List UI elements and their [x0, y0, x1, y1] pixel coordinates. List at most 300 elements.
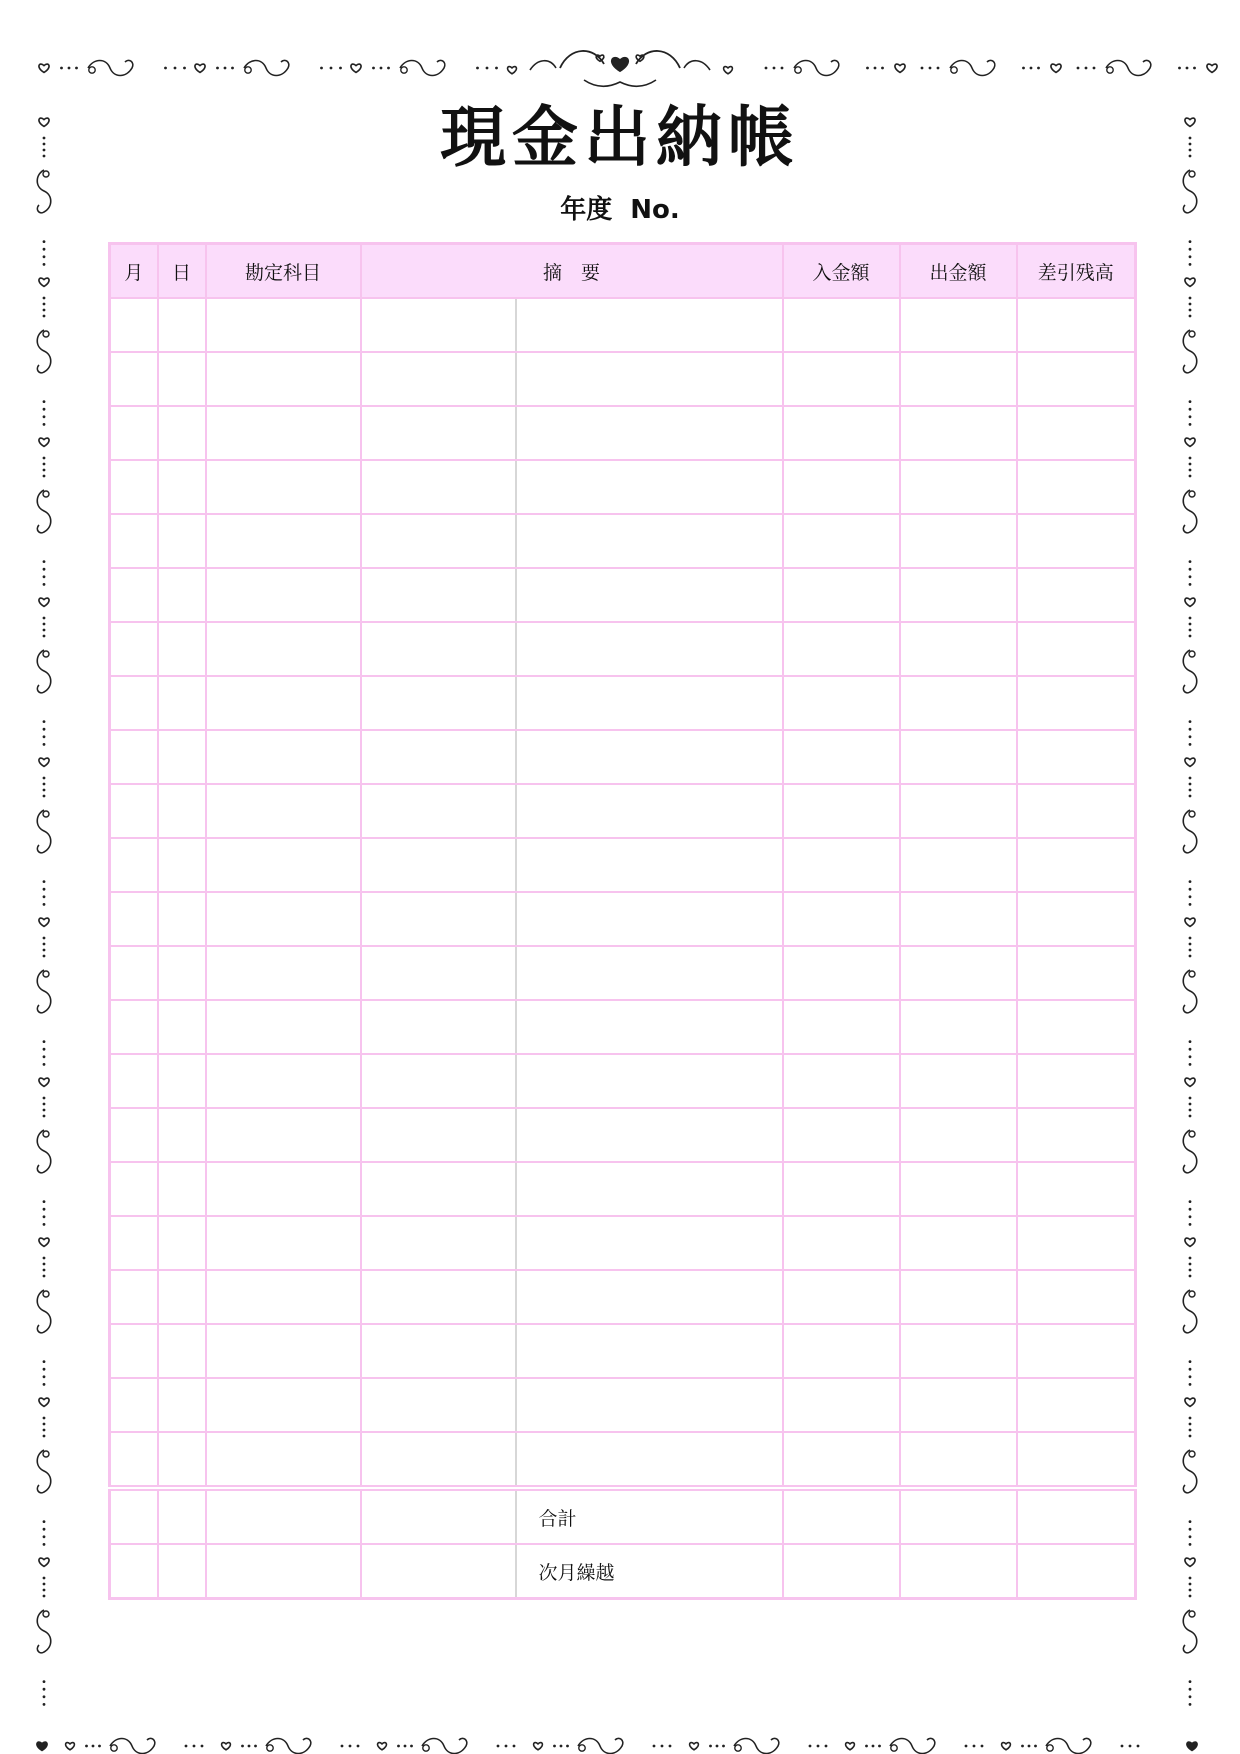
dot-ornament	[43, 1048, 46, 1051]
month-cell[interactable]	[110, 406, 158, 460]
dot-ornament	[254, 1745, 257, 1748]
swirl-icon	[1189, 491, 1195, 497]
dot-ornament	[43, 240, 46, 243]
account-cell[interactable]	[206, 1162, 361, 1216]
account-cell[interactable]	[206, 676, 361, 730]
table-row	[110, 1054, 1136, 1108]
day-cell[interactable]	[158, 622, 206, 676]
summary-cell-a[interactable]	[361, 838, 516, 892]
dot-ornament	[43, 888, 46, 891]
income-cell[interactable]	[783, 838, 900, 892]
heart-icon	[222, 1743, 231, 1750]
expense-cell[interactable]	[900, 1216, 1017, 1270]
dot-ornament	[43, 1063, 46, 1066]
dot-ornament	[1189, 400, 1192, 403]
summary-cell-a[interactable]	[361, 406, 516, 460]
account-cell[interactable]	[206, 730, 361, 784]
balance-cell[interactable]	[1017, 1432, 1136, 1488]
swirl-icon	[1189, 811, 1195, 817]
balance-cell[interactable]	[1017, 514, 1136, 568]
dot-ornament	[43, 1109, 46, 1112]
dot-ornament	[43, 629, 46, 632]
balance-cell[interactable]	[1017, 352, 1136, 406]
entry-rows	[110, 298, 1136, 1488]
swirl-icon	[1189, 1291, 1195, 1297]
dot-ornament	[1189, 248, 1192, 251]
dot-ornament	[43, 1263, 46, 1266]
account-cell[interactable]	[206, 838, 361, 892]
dot-ornament	[1022, 67, 1025, 70]
table-cell[interactable]	[110, 1544, 158, 1599]
swirl-icon	[423, 1745, 429, 1751]
month-cell[interactable]	[110, 298, 158, 352]
dot-ornament	[765, 67, 768, 70]
summary-cell-b[interactable]	[516, 1000, 783, 1054]
table-cell[interactable]	[361, 1488, 516, 1544]
month-cell[interactable]	[110, 1378, 158, 1432]
balance-cell[interactable]	[1017, 568, 1136, 622]
summary-cell-a[interactable]	[361, 298, 516, 352]
dot-ornament	[43, 1215, 46, 1218]
expense-cell[interactable]	[900, 352, 1017, 406]
dot-ornament	[1030, 67, 1033, 70]
income-cell[interactable]	[783, 406, 900, 460]
dot-ornament	[43, 315, 46, 318]
dot-ornament	[653, 1745, 656, 1748]
swirl-icon	[43, 971, 49, 977]
heart-icon	[1207, 64, 1217, 72]
income-cell[interactable]	[783, 1054, 900, 1108]
month-cell[interactable]	[110, 1324, 158, 1378]
account-cell[interactable]	[206, 568, 361, 622]
dot-ornament	[1189, 457, 1192, 460]
expense-cell[interactable]	[900, 298, 1017, 352]
income-cell[interactable]	[783, 946, 900, 1000]
dot-ornament	[43, 789, 46, 792]
account-cell[interactable]	[206, 1270, 361, 1324]
expense-cell[interactable]	[900, 1000, 1017, 1054]
balance-cell[interactable]	[1017, 1000, 1136, 1054]
dot-ornament	[43, 943, 46, 946]
heart-icon	[724, 67, 733, 74]
dot-ornament	[43, 1115, 46, 1118]
day-cell[interactable]	[158, 892, 206, 946]
account-cell[interactable]	[206, 514, 361, 568]
dot-ornament	[43, 1208, 46, 1211]
account-cell[interactable]	[206, 1324, 361, 1378]
income-cell[interactable]	[783, 1216, 900, 1270]
dot-ornament	[1189, 1103, 1192, 1106]
day-cell[interactable]	[158, 1324, 206, 1378]
table-cell[interactable]	[110, 1488, 158, 1544]
dot-ornament	[1189, 469, 1192, 472]
income-cell[interactable]	[783, 1378, 900, 1432]
day-cell[interactable]	[158, 1054, 206, 1108]
dot-ornament	[1189, 635, 1192, 638]
header-row	[110, 244, 1136, 299]
summary-cell-a[interactable]	[361, 676, 516, 730]
carryover-expense-cell[interactable]	[900, 1544, 1017, 1599]
heart-icon	[1185, 1238, 1195, 1246]
account-cell[interactable]	[206, 460, 361, 514]
balance-cell[interactable]	[1017, 298, 1136, 352]
day-cell[interactable]	[158, 1162, 206, 1216]
swirl-icon	[1047, 1745, 1053, 1751]
income-cell[interactable]	[783, 784, 900, 838]
dot-ornament	[1189, 1055, 1192, 1058]
table-cell[interactable]	[158, 1544, 206, 1599]
expense-cell[interactable]	[900, 1108, 1017, 1162]
dot-ornament	[397, 1745, 400, 1748]
month-cell[interactable]	[110, 946, 158, 1000]
month-cell[interactable]	[110, 784, 158, 838]
summary-cell-b[interactable]	[516, 1162, 783, 1216]
account-cell[interactable]	[206, 1054, 361, 1108]
total-expense-cell[interactable]	[900, 1488, 1017, 1544]
summary-cell-a[interactable]	[361, 622, 516, 676]
dot-ornament	[1028, 1745, 1031, 1748]
dot-ornament	[43, 457, 46, 460]
swirl-icon	[401, 67, 407, 73]
income-cell[interactable]	[783, 892, 900, 946]
income-cell[interactable]	[783, 1270, 900, 1324]
summary-cell-a[interactable]	[361, 1216, 516, 1270]
summary-cell-b[interactable]	[516, 1378, 783, 1432]
table-cell[interactable]	[206, 1544, 361, 1599]
heart-icon	[39, 1398, 49, 1406]
expense-cell[interactable]	[900, 730, 1017, 784]
day-cell[interactable]	[158, 784, 206, 838]
month-cell[interactable]	[110, 1162, 158, 1216]
summary-cell-b[interactable]	[516, 622, 783, 676]
summary-cell-b[interactable]	[516, 460, 783, 514]
dot-ornament	[1034, 1745, 1037, 1748]
summary-cell-b[interactable]	[516, 1054, 783, 1108]
dot-ornament	[43, 895, 46, 898]
heart-icon	[1187, 1742, 1197, 1750]
header-income: 入金額	[783, 244, 900, 299]
swirl-icon	[735, 1745, 741, 1751]
table-row	[110, 1378, 1136, 1432]
dot-ornament	[929, 67, 932, 70]
dot-ornament	[1189, 743, 1192, 746]
month-cell[interactable]	[110, 352, 158, 406]
summary-cell-a[interactable]	[361, 1054, 516, 1108]
account-cell[interactable]	[206, 406, 361, 460]
month-cell[interactable]	[110, 568, 158, 622]
dot-ornament	[43, 795, 46, 798]
summary-cell-a[interactable]	[361, 460, 516, 514]
summary-cell-b[interactable]	[516, 568, 783, 622]
month-cell[interactable]	[110, 1432, 158, 1488]
month-cell[interactable]	[110, 622, 158, 676]
dot-ornament	[43, 1528, 46, 1531]
balance-cell[interactable]	[1017, 892, 1136, 946]
account-cell[interactable]	[206, 1216, 361, 1270]
heart-icon	[1185, 1558, 1195, 1566]
balance-cell[interactable]	[1017, 730, 1136, 784]
dot-ornament	[43, 1257, 46, 1260]
swirl-icon	[43, 1131, 49, 1137]
dot-ornament	[43, 1435, 46, 1438]
day-cell[interactable]	[158, 352, 206, 406]
heart-icon	[1185, 918, 1195, 926]
dot-ornament	[380, 67, 383, 70]
day-cell[interactable]	[158, 406, 206, 460]
income-cell[interactable]	[783, 1108, 900, 1162]
day-cell[interactable]	[158, 1108, 206, 1162]
income-cell[interactable]	[783, 568, 900, 622]
balance-cell[interactable]	[1017, 784, 1136, 838]
expense-cell[interactable]	[900, 1054, 1017, 1108]
day-cell[interactable]	[158, 1432, 206, 1488]
day-cell[interactable]	[158, 1378, 206, 1432]
total-income-cell[interactable]	[783, 1488, 900, 1544]
balance-cell[interactable]	[1017, 1216, 1136, 1270]
balance-cell[interactable]	[1017, 676, 1136, 730]
summary-cell-b[interactable]	[516, 352, 783, 406]
heart-icon	[508, 67, 517, 74]
page-title: 現金出納帳	[440, 99, 800, 176]
account-cell[interactable]	[206, 946, 361, 1000]
dot-ornament	[1121, 1745, 1124, 1748]
account-cell[interactable]	[206, 622, 361, 676]
heart-icon	[39, 64, 49, 72]
heart-icon	[846, 1743, 855, 1750]
dot-ornament	[1189, 1535, 1192, 1538]
summary-cell-b[interactable]	[516, 406, 783, 460]
carryover-balance-cell[interactable]	[1017, 1544, 1136, 1599]
summary-cell-b[interactable]	[516, 298, 783, 352]
expense-cell[interactable]	[900, 784, 1017, 838]
account-cell[interactable]	[206, 1432, 361, 1488]
account-cell[interactable]	[206, 298, 361, 352]
table-cell[interactable]	[158, 1488, 206, 1544]
summary-cell-a[interactable]	[361, 1000, 516, 1054]
dot-ornament	[43, 408, 46, 411]
expense-cell[interactable]	[900, 676, 1017, 730]
income-cell[interactable]	[783, 298, 900, 352]
month-cell[interactable]	[110, 514, 158, 568]
heart-icon	[351, 64, 361, 72]
summary-cell-b[interactable]	[516, 838, 783, 892]
dot-ornament	[1189, 1048, 1192, 1051]
balance-cell[interactable]	[1017, 1324, 1136, 1378]
balance-cell[interactable]	[1017, 460, 1136, 514]
month-cell[interactable]	[110, 1000, 158, 1054]
dot-ornament	[1189, 1577, 1192, 1580]
summary-cell-b[interactable]	[516, 946, 783, 1000]
heart-icon	[39, 278, 49, 286]
summary-cell-b[interactable]	[516, 1108, 783, 1162]
day-cell[interactable]	[158, 298, 206, 352]
dot-ornament	[1189, 1583, 1192, 1586]
dot-ornament	[872, 1745, 875, 1748]
expense-cell[interactable]	[900, 1270, 1017, 1324]
dot-ornament	[1189, 629, 1192, 632]
dot-ornament	[43, 1688, 46, 1691]
dot-ornament	[973, 1745, 976, 1748]
month-cell[interactable]	[110, 460, 158, 514]
income-cell[interactable]	[783, 352, 900, 406]
summary-cell-b[interactable]	[516, 1324, 783, 1378]
dot-ornament	[874, 67, 877, 70]
dot-ornament	[513, 1745, 516, 1748]
balance-cell[interactable]	[1017, 622, 1136, 676]
header-account: 勘定科目	[206, 244, 361, 299]
dot-ornament	[1189, 777, 1192, 780]
month-cell[interactable]	[110, 838, 158, 892]
expense-cell[interactable]	[900, 460, 1017, 514]
expense-cell[interactable]	[900, 406, 1017, 460]
income-cell[interactable]	[783, 730, 900, 784]
swirl-icon	[245, 67, 251, 73]
expense-cell[interactable]	[900, 568, 1017, 622]
balance-cell[interactable]	[1017, 1162, 1136, 1216]
month-cell[interactable]	[110, 676, 158, 730]
account-cell[interactable]	[206, 1000, 361, 1054]
total-row	[110, 1488, 1136, 1544]
carryover-income-cell[interactable]	[783, 1544, 900, 1599]
dot-ornament	[43, 783, 46, 786]
dot-ornament	[1189, 297, 1192, 300]
day-cell[interactable]	[158, 514, 206, 568]
dot-ornament	[1189, 263, 1192, 266]
dot-ornament	[1189, 1215, 1192, 1218]
dot-ornament	[43, 937, 46, 940]
summary-cell-a[interactable]	[361, 892, 516, 946]
dot-ornament	[43, 1695, 46, 1698]
dot-ornament	[1189, 623, 1192, 626]
dot-ornament	[1189, 423, 1192, 426]
month-cell[interactable]	[110, 892, 158, 946]
summary-cell-a[interactable]	[361, 1162, 516, 1216]
summary-cell-a[interactable]	[361, 514, 516, 568]
day-cell[interactable]	[158, 1000, 206, 1054]
expense-cell[interactable]	[900, 946, 1017, 1000]
day-cell[interactable]	[158, 838, 206, 892]
expense-cell[interactable]	[900, 838, 1017, 892]
summary-cell-a[interactable]	[361, 352, 516, 406]
table-cell[interactable]	[206, 1488, 361, 1544]
expense-cell[interactable]	[900, 514, 1017, 568]
dot-ornament	[1189, 1269, 1192, 1272]
dot-ornament	[1189, 560, 1192, 563]
balance-cell[interactable]	[1017, 1270, 1136, 1324]
expense-cell[interactable]	[900, 1432, 1017, 1488]
summary-cell-a[interactable]	[361, 1324, 516, 1378]
day-cell[interactable]	[158, 460, 206, 514]
dot-ornament	[43, 1535, 46, 1538]
balance-cell[interactable]	[1017, 838, 1136, 892]
income-cell[interactable]	[783, 1000, 900, 1054]
summary-cell-b[interactable]	[516, 1432, 783, 1488]
balance-cell[interactable]	[1017, 946, 1136, 1000]
dot-ornament	[560, 1745, 563, 1748]
month-cell[interactable]	[110, 1270, 158, 1324]
income-cell[interactable]	[783, 676, 900, 730]
expense-cell[interactable]	[900, 1324, 1017, 1378]
day-cell[interactable]	[158, 730, 206, 784]
total-balance-cell[interactable]	[1017, 1488, 1136, 1544]
balance-cell[interactable]	[1017, 1054, 1136, 1108]
summary-cell-a[interactable]	[361, 730, 516, 784]
day-cell[interactable]	[158, 946, 206, 1000]
account-cell[interactable]	[206, 784, 361, 838]
day-cell[interactable]	[158, 568, 206, 622]
summary-cell-a[interactable]	[361, 1270, 516, 1324]
account-cell[interactable]	[206, 892, 361, 946]
account-cell[interactable]	[206, 352, 361, 406]
summary-cell-b[interactable]	[516, 514, 783, 568]
summary-cell-a[interactable]	[361, 946, 516, 1000]
heart-icon	[39, 758, 49, 766]
day-cell[interactable]	[158, 1270, 206, 1324]
balance-cell[interactable]	[1017, 1108, 1136, 1162]
income-cell[interactable]	[783, 1432, 900, 1488]
balance-cell[interactable]	[1017, 406, 1136, 460]
heart-icon	[1051, 64, 1061, 72]
expense-cell[interactable]	[900, 1162, 1017, 1216]
dot-ornament	[43, 423, 46, 426]
table-cell[interactable]	[361, 1544, 516, 1599]
income-cell[interactable]	[783, 460, 900, 514]
summary-cell-b[interactable]	[516, 676, 783, 730]
summary-cell-a[interactable]	[361, 1378, 516, 1432]
dot-ornament	[43, 949, 46, 952]
dot-ornament	[1189, 1435, 1192, 1438]
summary-cell-a[interactable]	[361, 568, 516, 622]
summary-cell-b[interactable]	[516, 1270, 783, 1324]
account-cell[interactable]	[206, 1108, 361, 1162]
month-cell[interactable]	[110, 1054, 158, 1108]
month-cell[interactable]	[110, 730, 158, 784]
dot-ornament	[817, 1745, 820, 1748]
dot-ornament	[937, 67, 940, 70]
income-cell[interactable]	[783, 1324, 900, 1378]
swirl-icon	[1189, 331, 1195, 337]
income-cell[interactable]	[783, 514, 900, 568]
dot-ornament	[486, 67, 489, 70]
table-row	[110, 514, 1136, 568]
dot-ornament	[43, 263, 46, 266]
day-cell[interactable]	[158, 1216, 206, 1270]
summary-cell-b[interactable]	[516, 784, 783, 838]
table-row	[110, 838, 1136, 892]
account-cell[interactable]	[206, 1378, 361, 1432]
summary-cell-a[interactable]	[361, 784, 516, 838]
summary-cell-b[interactable]	[516, 730, 783, 784]
dot-ornament	[1189, 1375, 1192, 1378]
month-cell[interactable]	[110, 1216, 158, 1270]
expense-cell[interactable]	[900, 622, 1017, 676]
heart-icon	[612, 58, 629, 72]
expense-cell[interactable]	[900, 892, 1017, 946]
income-cell[interactable]	[783, 622, 900, 676]
balance-cell[interactable]	[1017, 1378, 1136, 1432]
summary-cell-b[interactable]	[516, 892, 783, 946]
expense-cell[interactable]	[900, 1378, 1017, 1432]
summary-cell-a[interactable]	[361, 1432, 516, 1488]
dot-ornament	[75, 67, 78, 70]
income-cell[interactable]	[783, 1162, 900, 1216]
month-cell[interactable]	[110, 1108, 158, 1162]
summary-cell-a[interactable]	[361, 1108, 516, 1162]
summary-cell-b[interactable]	[516, 1216, 783, 1270]
dot-ornament	[43, 635, 46, 638]
swirl-icon	[1189, 1451, 1195, 1457]
day-cell[interactable]	[158, 676, 206, 730]
